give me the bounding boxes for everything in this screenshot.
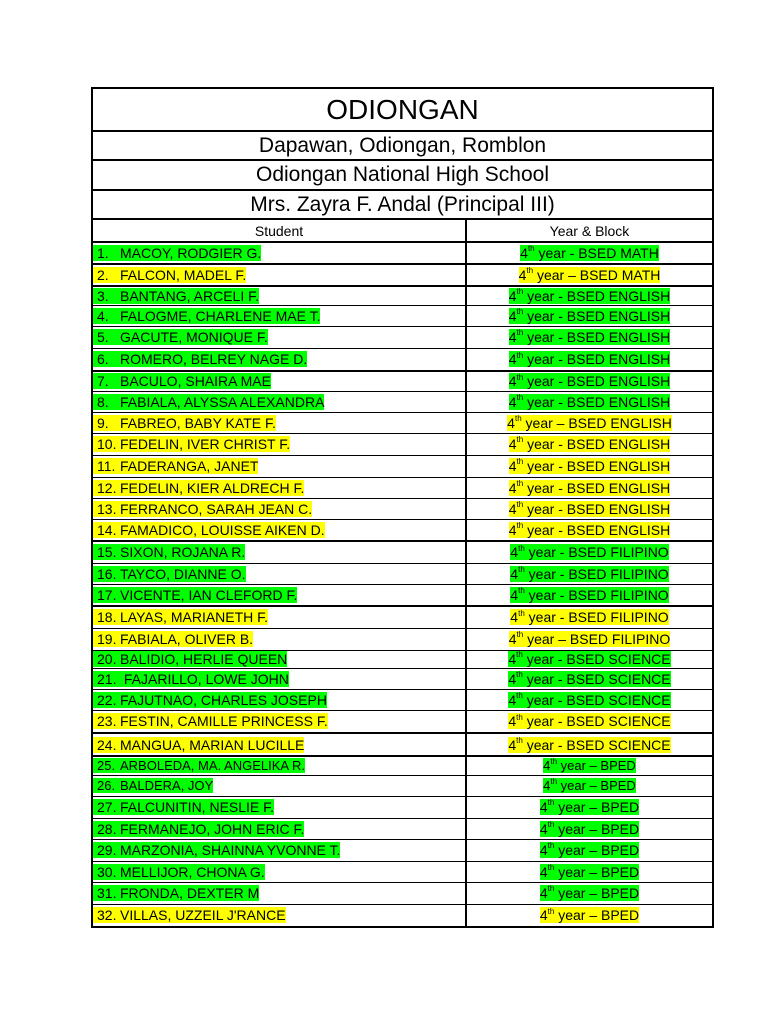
ordinal-suffix: th — [516, 350, 524, 360]
row-number: 11. — [93, 458, 119, 474]
year-number: 4 — [508, 670, 517, 687]
year-block-text — [509, 480, 671, 496]
table-row — [93, 371, 712, 391]
student-cell — [93, 264, 466, 286]
year-block-text — [540, 821, 639, 837]
student-name: FAJARILLO, LOWE JOHN — [120, 670, 289, 687]
address-line: Dapawan, Odiongan, Romblon — [93, 132, 712, 161]
student-cell — [93, 391, 466, 412]
year-block-cell — [466, 433, 712, 455]
table-row — [93, 519, 712, 541]
year-number: 4 — [508, 373, 517, 390]
ordinal-suffix: th — [547, 798, 555, 808]
block-name: year - BSED SCIENCE — [522, 736, 671, 753]
ordinal-suffix: th — [518, 564, 525, 574]
year-block-cell — [466, 756, 712, 775]
table-row — [93, 839, 712, 861]
student-cell — [93, 606, 466, 628]
table-row — [93, 242, 712, 264]
year-block-cell — [466, 455, 712, 477]
block-name: year - BSED ENGLISH — [523, 393, 671, 410]
student-cell — [93, 650, 466, 668]
row-number: 16. — [93, 566, 119, 582]
block-name: year – BPED — [554, 885, 640, 901]
year-block-cell — [466, 371, 712, 391]
year-number: 4 — [508, 307, 517, 324]
year-number: 4 — [508, 329, 517, 345]
student-cell — [93, 286, 466, 305]
row-number: 10. — [93, 436, 119, 452]
year-block-cell — [466, 733, 712, 756]
table-row — [93, 264, 712, 286]
year-block-text — [509, 522, 671, 538]
year-number: 4 — [510, 586, 519, 603]
table-row — [93, 628, 712, 650]
table-row — [93, 286, 712, 305]
block-name: year – BSED MATH — [533, 267, 661, 283]
year-block-text — [509, 631, 671, 647]
year-block-cell — [466, 839, 712, 861]
student-cell — [93, 818, 466, 839]
student-cell — [93, 455, 466, 477]
student-name: FADERANGA, JANET — [120, 458, 259, 474]
student-cell — [93, 519, 466, 541]
ordinal-suffix: th — [550, 776, 558, 786]
row-number: 2. — [93, 267, 119, 283]
block-name: year - BSED ENGLISH — [523, 307, 671, 324]
student-name: TAYCO, DIANNE O. — [120, 565, 246, 582]
student-cell — [93, 756, 466, 775]
year-number: 4 — [539, 799, 548, 815]
table-row — [93, 733, 712, 756]
year-block-cell — [466, 519, 712, 541]
student-name: ARBOLEDA, MA. ANGELIKA R. — [120, 758, 305, 774]
ordinal-suffix: th — [518, 586, 525, 596]
table-row — [93, 818, 712, 839]
column-header-year-block: Year & Block — [466, 220, 712, 242]
row-number: 17. — [93, 587, 119, 603]
year-block-cell — [466, 668, 712, 689]
student-cell — [93, 904, 466, 926]
ordinal-suffix: th — [547, 862, 555, 872]
year-number: 4 — [508, 351, 517, 368]
year-number: 4 — [508, 736, 517, 753]
year-block-text — [509, 458, 671, 474]
student-name: FERRANCO, SARAH JEAN C. — [120, 500, 313, 517]
year-block-text — [507, 415, 672, 431]
ordinal-suffix: th — [516, 630, 524, 640]
ordinal-suffix: th — [516, 735, 523, 745]
block-name: year – BPED — [554, 820, 640, 837]
year-block-text — [508, 692, 670, 708]
year-block-text — [508, 713, 670, 729]
student-cell — [93, 584, 466, 606]
year-block-text — [510, 566, 668, 582]
block-name: year – BPED — [554, 907, 640, 924]
year-block-text — [510, 544, 668, 560]
student-cell — [93, 326, 466, 348]
year-block-text — [509, 288, 671, 304]
student-name: LAYAS, MARIANETH F. — [120, 609, 269, 626]
student-cell — [93, 710, 466, 733]
year-block-cell — [466, 628, 712, 650]
year-block-cell — [466, 584, 712, 606]
table-row — [93, 498, 712, 519]
row-number: 12. — [93, 480, 119, 496]
block-name: year - BSED FILIPINO — [524, 609, 669, 626]
table-row — [93, 326, 712, 348]
year-number: 4 — [543, 778, 551, 793]
year-number: 4 — [539, 907, 548, 924]
year-number: 4 — [508, 651, 517, 667]
student-name: BANTANG, ARCELI F. — [120, 287, 259, 304]
student-cell — [93, 242, 466, 264]
page-title: ODIONGAN — [93, 89, 712, 132]
block-name: year - BSED ENGLISH — [523, 436, 671, 452]
student-cell — [93, 541, 466, 563]
year-number: 4 — [508, 436, 517, 452]
row-number: 29. — [93, 842, 119, 858]
row-number: 7. — [93, 373, 119, 389]
year-number: 4 — [510, 544, 519, 561]
student-cell — [93, 477, 466, 498]
row-number: 25. — [93, 758, 119, 773]
year-number: 4 — [508, 631, 517, 647]
block-name: year – BPED — [557, 758, 636, 774]
year-number: 4 — [508, 521, 517, 538]
student-name: MARZONIA, SHAINNA YVONNE T. — [120, 842, 341, 858]
ordinal-suffix: th — [516, 690, 523, 700]
year-block-text — [508, 671, 670, 687]
student-name: BALDERA, JOY — [120, 778, 214, 793]
student-cell — [93, 433, 466, 455]
year-number: 4 — [539, 863, 548, 880]
ordinal-suffix: th — [547, 906, 555, 916]
block-name: year - BSED ENGLISH — [523, 500, 671, 517]
year-block-text — [509, 329, 671, 345]
student-cell — [93, 861, 466, 882]
year-block-cell — [466, 882, 712, 904]
table-row — [93, 710, 712, 733]
block-name: year - BSED ENGLISH — [523, 351, 671, 368]
year-block-text — [540, 864, 639, 880]
student-cell — [93, 563, 466, 584]
row-number: 20. — [93, 651, 119, 667]
ordinal-suffix: th — [516, 650, 523, 660]
block-name: year – BPED — [557, 778, 636, 793]
year-block-cell — [466, 650, 712, 668]
row-number: 31. — [93, 885, 119, 901]
year-block-cell — [466, 498, 712, 519]
ordinal-suffix: th — [550, 756, 558, 766]
student-name: GACUTE, MONIQUE F. — [120, 329, 268, 345]
row-number: 19. — [93, 631, 119, 647]
student-name: FAJUTNAO, CHARLES JOSEPH — [120, 691, 327, 708]
block-name: year – BSED FILIPINO — [523, 631, 671, 647]
table-row — [93, 391, 712, 412]
block-name: year - BSED ENGLISH — [523, 373, 671, 390]
block-name: year - BSED MATH — [534, 245, 659, 261]
year-block-cell — [466, 710, 712, 733]
year-block-text — [509, 373, 671, 389]
student-name: FALCON, MADEL F. — [120, 267, 247, 283]
student-name: ROMERO, BELREY NAGE D. — [120, 351, 308, 368]
student-name: FEDELIN, IVER CHRIST F. — [120, 436, 291, 452]
ordinal-suffix: th — [516, 457, 524, 467]
year-block-text — [509, 394, 671, 410]
year-number: 4 — [508, 393, 517, 410]
year-block-cell — [466, 286, 712, 305]
ordinal-suffix: th — [547, 884, 555, 894]
block-name: year - BSED ENGLISH — [523, 329, 671, 345]
year-block-cell — [466, 412, 712, 433]
row-number: 4. — [93, 308, 119, 324]
ordinal-suffix: th — [516, 499, 524, 509]
ordinal-suffix: th — [514, 413, 522, 423]
table-row — [93, 606, 712, 628]
year-number: 4 — [510, 609, 519, 626]
student-name: MELLIJOR, CHONA G. — [120, 863, 265, 880]
student-name: FABIALA, ALYSSA ALEXANDRA — [120, 393, 325, 410]
row-number: 23. — [93, 713, 119, 729]
year-block-text — [540, 842, 639, 858]
year-block-text — [508, 737, 670, 753]
row-number: 15. — [93, 544, 119, 560]
year-block-text — [509, 436, 671, 452]
table-row — [93, 796, 712, 818]
table-row — [93, 563, 712, 584]
student-name: FALOGME, CHARLENE MAE T. — [120, 307, 321, 324]
ordinal-suffix: th — [516, 372, 524, 382]
block-name: year - BSED SCIENCE — [522, 691, 671, 708]
block-name: year - BSED ENGLISH — [523, 458, 671, 474]
block-name: year – BPED — [554, 799, 640, 815]
year-block-cell — [466, 264, 712, 286]
student-name: VILLAS, UZZEIL J'RANCE — [120, 907, 286, 924]
student-cell — [93, 689, 466, 710]
student-cell — [93, 882, 466, 904]
ordinal-suffix: th — [518, 608, 525, 618]
year-block-text — [509, 351, 671, 367]
year-number: 4 — [543, 758, 551, 774]
row-number: 3. — [93, 288, 119, 304]
table-row — [93, 861, 712, 882]
ordinal-suffix: th — [516, 392, 524, 402]
row-number: 27. — [93, 799, 119, 815]
year-number: 4 — [539, 820, 548, 837]
student-name: FERMANEJO, JOHN ERIC F. — [120, 820, 305, 837]
table-row — [93, 882, 712, 904]
block-name: year - BSED FILIPINO — [524, 586, 669, 603]
student-cell — [93, 371, 466, 391]
table-row — [93, 305, 712, 326]
ordinal-suffix: th — [516, 287, 524, 297]
ordinal-suffix: th — [516, 478, 524, 488]
ordinal-suffix: th — [527, 244, 535, 254]
ordinal-suffix: th — [516, 435, 524, 445]
student-cell — [93, 796, 466, 818]
student-cell — [93, 305, 466, 326]
table-row — [93, 541, 712, 563]
student-name: FRONDA, DEXTER M — [120, 885, 260, 901]
year-block-cell — [466, 606, 712, 628]
year-block-text — [509, 501, 671, 517]
year-number: 4 — [539, 885, 548, 901]
block-name: year - BSED ENGLISH — [523, 287, 671, 304]
table-row — [93, 668, 712, 689]
student-name: FABIALA, OLIVER B. — [120, 631, 254, 647]
student-cell — [93, 775, 466, 796]
year-number: 4 — [508, 458, 517, 474]
year-number: 4 — [508, 500, 517, 517]
table-row — [93, 477, 712, 498]
ordinal-suffix: th — [516, 712, 523, 722]
year-block-text — [540, 885, 639, 901]
table-row — [93, 348, 712, 371]
block-name: year - BSED SCIENCE — [522, 670, 671, 687]
ordinal-suffix: th — [516, 669, 523, 679]
year-block-text — [510, 609, 668, 625]
ordinal-suffix: th — [516, 521, 524, 531]
block-name: year - BSED SCIENCE — [522, 651, 671, 667]
student-name: FEDELIN, KIER ALDRECH F. — [120, 479, 305, 496]
row-number: 26. — [93, 778, 119, 793]
row-number: 8. — [93, 394, 119, 410]
ordinal-suffix: th — [526, 266, 534, 276]
table-row — [93, 689, 712, 710]
year-block-text — [543, 758, 636, 773]
year-block-cell — [466, 348, 712, 371]
student-name: FESTIN, CAMILLE PRINCESS F. — [120, 713, 328, 730]
student-cell — [93, 348, 466, 371]
year-block-cell — [466, 391, 712, 412]
year-block-text — [510, 587, 668, 603]
year-block-cell — [466, 326, 712, 348]
student-list-sheet — [91, 87, 714, 928]
year-block-cell — [466, 689, 712, 710]
column-header-student: Student — [93, 220, 466, 242]
block-name: year - BSED FILIPINO — [524, 565, 669, 582]
table-row — [93, 412, 712, 433]
ordinal-suffix: th — [547, 819, 555, 829]
year-block-cell — [466, 563, 712, 584]
table-row — [93, 433, 712, 455]
row-number: 1. — [93, 245, 119, 261]
table-row — [93, 584, 712, 606]
table-row — [93, 904, 712, 926]
year-number: 4 — [518, 267, 527, 283]
table-header-row — [93, 220, 712, 242]
year-block-text — [540, 799, 639, 815]
table-row — [93, 756, 712, 775]
student-name: BALIDIO, HERLIE QUEEN — [120, 651, 288, 667]
student-name: SIXON, ROJANA R. — [120, 544, 246, 561]
year-number: 4 — [539, 842, 548, 858]
year-number: 4 — [520, 245, 528, 261]
table-row — [93, 455, 712, 477]
year-block-cell — [466, 305, 712, 326]
student-cell — [93, 733, 466, 756]
block-name: year – BPED — [554, 842, 640, 858]
row-number: 22. — [93, 692, 119, 708]
ordinal-suffix: th — [518, 543, 525, 553]
student-cell — [93, 839, 466, 861]
student-name: FALCUNITIN, NESLIE F. — [120, 799, 275, 815]
row-number: 32. — [93, 907, 119, 923]
student-cell — [93, 628, 466, 650]
row-number: 13. — [93, 501, 119, 517]
table-row — [93, 650, 712, 668]
row-number: 9. — [93, 415, 119, 431]
student-name: MACOY, RODGIER G. — [120, 245, 262, 261]
row-number: 18. — [93, 609, 119, 625]
block-name: year - BSED FILIPINO — [524, 544, 669, 561]
year-block-text — [540, 907, 639, 923]
block-name: year - BSED SCIENCE — [522, 713, 671, 730]
year-number: 4 — [508, 691, 517, 708]
student-table — [93, 220, 712, 926]
ordinal-suffix: th — [516, 306, 524, 316]
row-number: 6. — [93, 351, 119, 367]
row-number: 21. — [93, 671, 119, 687]
year-block-text — [520, 245, 659, 261]
student-name: FABREO, BABY KATE F. — [120, 414, 276, 431]
year-block-cell — [466, 477, 712, 498]
year-number: 4 — [508, 287, 517, 304]
block-name: year - BSED ENGLISH — [523, 479, 671, 496]
year-block-text — [519, 267, 661, 283]
year-block-cell — [466, 796, 712, 818]
year-block-text — [508, 651, 670, 667]
student-name: MANGUA, MARIAN LUCILLE — [120, 736, 305, 753]
year-block-text — [543, 778, 636, 793]
year-block-cell — [466, 242, 712, 264]
student-cell — [93, 498, 466, 519]
table-row — [93, 775, 712, 796]
student-cell — [93, 412, 466, 433]
school-name: Odiongan National High School — [93, 161, 712, 191]
student-name: BACULO, SHAIRA MAE — [120, 373, 271, 390]
row-number: 5. — [93, 329, 119, 345]
student-cell — [93, 668, 466, 689]
ordinal-suffix: th — [547, 841, 555, 851]
year-block-cell — [466, 818, 712, 839]
year-block-cell — [466, 904, 712, 926]
year-number: 4 — [508, 479, 517, 496]
ordinal-suffix: th — [516, 328, 524, 338]
row-number: 14. — [93, 522, 119, 538]
block-name: year – BPED — [554, 863, 640, 880]
student-name: VICENTE, IAN CLEFORD F. — [120, 586, 298, 603]
year-block-cell — [466, 861, 712, 882]
year-block-cell — [466, 775, 712, 796]
block-name: year – BSED ENGLISH — [521, 414, 672, 431]
row-number: 28. — [93, 821, 119, 837]
year-number: 4 — [510, 565, 519, 582]
year-number: 4 — [508, 713, 517, 730]
year-number: 4 — [507, 414, 515, 431]
year-block-text — [509, 308, 671, 324]
block-name: year - BSED ENGLISH — [523, 521, 671, 538]
principal-name: Mrs. Zayra F. Andal (Principal III) — [93, 191, 712, 220]
row-number: 30. — [93, 864, 119, 880]
year-block-cell — [466, 541, 712, 563]
student-name: FAMADICO, LOUISSE AIKEN D. — [120, 521, 325, 538]
row-number: 24. — [93, 737, 119, 753]
